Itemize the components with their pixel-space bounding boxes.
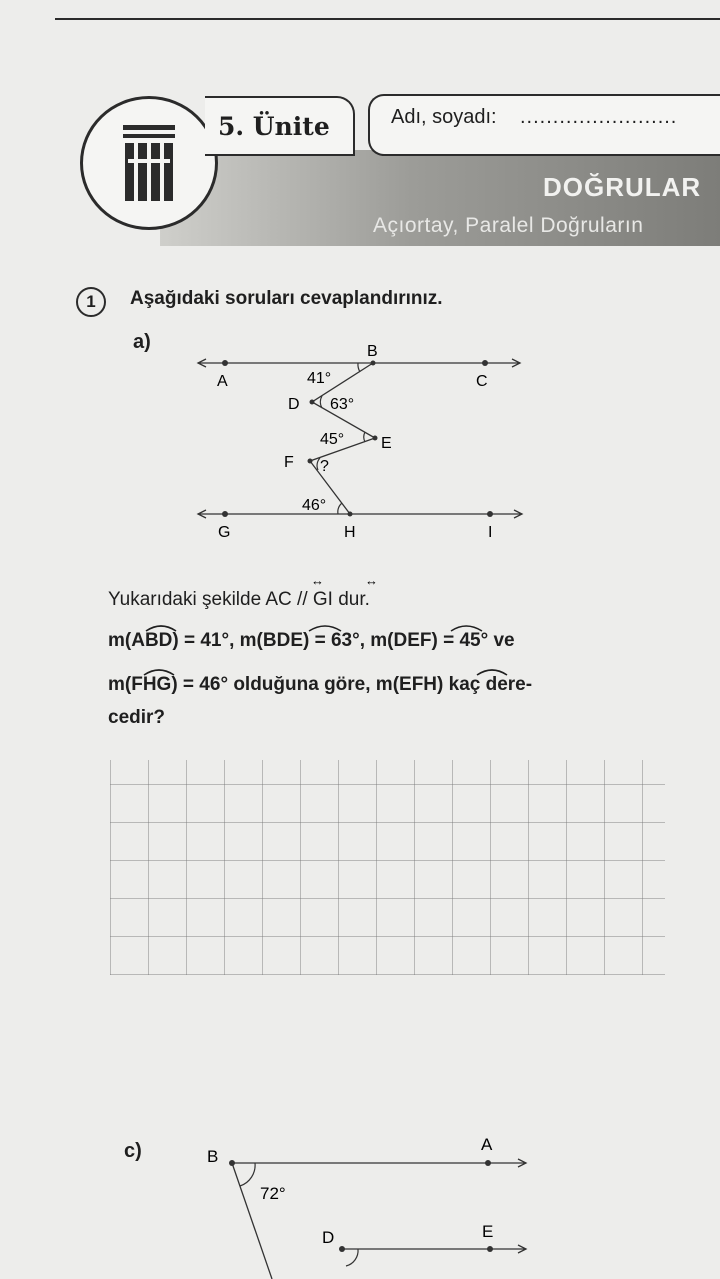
point-e-c (487, 1246, 493, 1252)
arc-abd (358, 363, 360, 372)
label-h: H (344, 524, 356, 541)
problem-line-2: m(ABD) = 41°, m(BDE) = 63°, m(DEF) = 45° ve (108, 630, 515, 651)
label-g: G (218, 524, 231, 541)
label-f: F (284, 454, 294, 471)
problem-line-1: Yukarıdaki şekilde AC // GI dur. (108, 589, 370, 610)
point-e (373, 436, 378, 441)
answer-grid[interactable] (110, 760, 665, 975)
point-a (222, 360, 228, 366)
point-d (310, 400, 315, 405)
label-e: E (381, 435, 392, 452)
label-a: A (217, 373, 228, 390)
unit-label: 5. Ünite (218, 112, 330, 141)
label-e-c: E (482, 1222, 494, 1241)
point-g (222, 511, 228, 517)
label-a-c: A (481, 1135, 493, 1154)
angle-efh: ? (320, 458, 329, 475)
angle-def: 45° (320, 431, 345, 448)
label-b-c: B (207, 1147, 219, 1166)
point-b (371, 361, 376, 366)
arc-bde (320, 396, 322, 408)
point-i (487, 511, 493, 517)
angle-fhg: 46° (302, 497, 327, 514)
point-b-c (229, 1160, 235, 1166)
part-c-label: c) (124, 1140, 142, 1162)
name-label: Adı, soyadı: (391, 106, 497, 128)
arc-b (240, 1163, 255, 1186)
double-arrow-ac-icon: ↔ (311, 573, 324, 588)
label-i: I (488, 524, 493, 541)
publisher-logo (80, 96, 218, 230)
line-from-b (232, 1163, 272, 1279)
point-d-c (339, 1246, 345, 1252)
label-d-c: D (322, 1228, 335, 1247)
part-a-figure (0, 330, 720, 550)
point-c (482, 360, 488, 366)
label-b: B (367, 343, 378, 360)
double-arrow-gi-icon: ↔ (365, 573, 378, 588)
arc-fhg (338, 503, 342, 514)
name-field-dots[interactable]: ........................ (520, 106, 678, 128)
problem-line-4: cedir? (108, 707, 166, 728)
point-h (348, 512, 353, 517)
problem-line-3: m(FHG) = 46° olduğuna göre, m(EFH) kaç dere- (108, 674, 533, 695)
arc-d (346, 1249, 358, 1266)
angle-b-c: 72° (260, 1184, 286, 1203)
chapter-subtitle: Açıortay, Paralel Doğruların (373, 214, 644, 237)
angle-bde: 63° (330, 396, 355, 413)
top-rule (55, 18, 720, 20)
arc-def (364, 432, 365, 442)
point-a-c (485, 1160, 491, 1166)
chapter-title: DOĞRULAR (543, 172, 702, 202)
label-d: D (288, 396, 300, 413)
question-instruction: Aşağıdaki soruları cevaplandırınız. (130, 288, 443, 309)
part-c-figure (0, 1130, 720, 1279)
part-a-label: a) (133, 331, 151, 353)
logo-mark-icon (83, 99, 215, 227)
question-number: 1 (76, 287, 106, 317)
label-c: C (476, 373, 488, 390)
angle-abd: 41° (307, 370, 332, 387)
point-f (308, 459, 313, 464)
